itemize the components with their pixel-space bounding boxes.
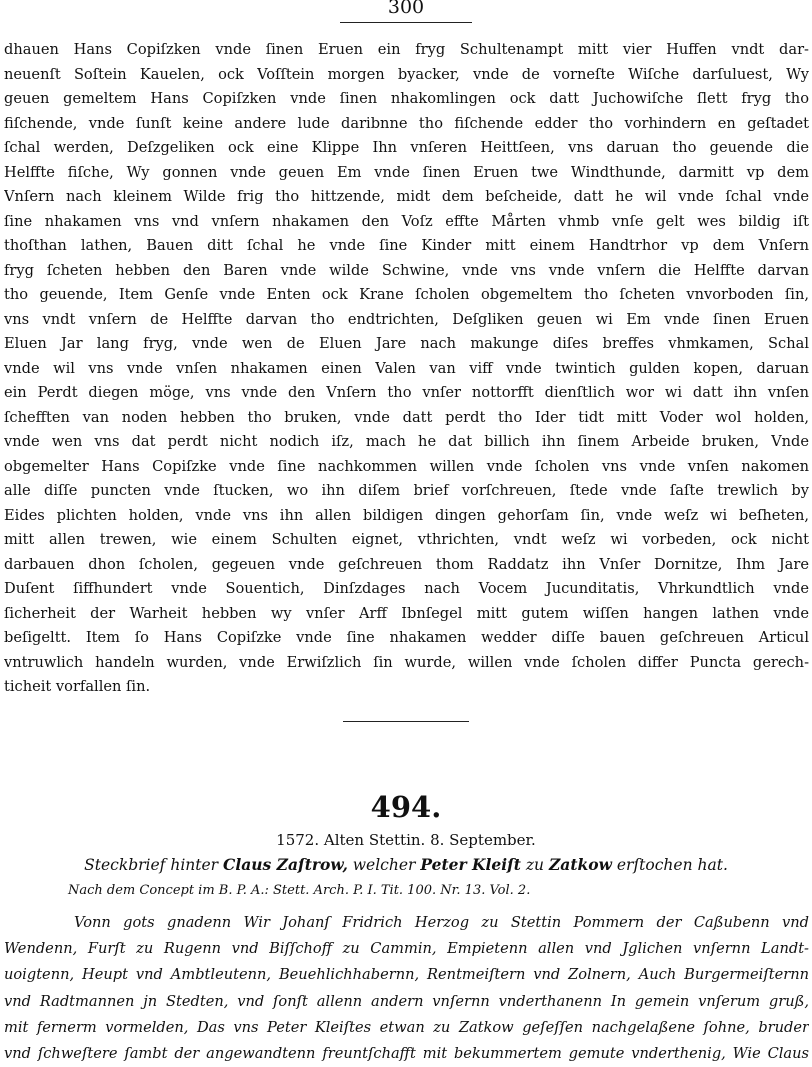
heading-mid2: zu bbox=[520, 856, 549, 874]
document-date: 1572. Alten Stettin. 8. September. bbox=[276, 831, 536, 849]
text-line: beſigeltt. Item ſo Hans Copiſzke vnde ſine nhakamen wedder diſſe bauen geſchreuen Articul bbox=[4, 629, 809, 646]
section-divider bbox=[343, 721, 469, 722]
text-line: ſicherheit der Warheit hebben wy vnſer Arff Ibnſegel mitt gutem wiſſen hangen lathen vnde bbox=[4, 604, 809, 622]
text-line: darbauen dhon ſcholen, gegeuen vnde geſchreuen thom Raddatz ihn Vnſer Dornitze, Ihm Jare bbox=[4, 555, 809, 573]
heading-mid: welcher bbox=[347, 856, 421, 874]
page-number: 300 bbox=[387, 0, 425, 18]
document-heading bbox=[0, 854, 812, 876]
text-line: thoſthan lathen, Bauen ditt ſchal he vnde ſine Kinder mitt einem Handtrhor vp dem Vnſern bbox=[4, 237, 809, 254]
heading-name-peter: Peter Kleiſt bbox=[420, 855, 521, 874]
text-line: dhauen Hans Copiſzken vnde ſinen Eruen ein fryg Schultenampt mitt vier Huffen vndt dar- bbox=[4, 41, 809, 58]
heading-name-claus: Claus Zaſtrow, bbox=[223, 855, 348, 874]
text-line: uoigtenn, Heupt vnd Ambtleutenn, Beuehlichhabernn, Rentmeiſtern vnd Zolnern, Auch Burgermeiſternn bbox=[4, 966, 809, 984]
text-line: neuenſt Soſtein Kauelen, ock Voſſtein morgen byacker, vnde de vorneſte Wiſche darſuluest, Wy bbox=[4, 65, 809, 83]
text-line: mit fernerm vormelden, Das vns Peter Kleiſtes etwan zu Zatkow geſeſſen nachgelaßene ſohne, bruder bbox=[4, 1018, 809, 1036]
text-line: Eides plichten holden, vnde vns ihn allen bildigen dingen gehorſam ſin, vnde weſz wi beſheten, bbox=[4, 506, 809, 524]
heading-pre: Steckbrief hinter bbox=[84, 856, 224, 874]
text-line: fiſchende, vnde ſunſt keine andere lude daribnne tho fiſchende edder tho vorhindern en geſtadet bbox=[4, 114, 809, 132]
text-line: obgemelter Hans Copiſzke vnde ſine nachkommen willen vnde ſcholen vns vnde vnſen nakomen bbox=[4, 457, 809, 475]
text-line: vnd Radtmannen jn Stedten, vnd ſonſt allenn andern vnſernn vnderthanenn In gemein vnſerum gruß, bbox=[4, 992, 809, 1010]
heading-place: Zatkow bbox=[548, 855, 612, 874]
text-line: vns vndt vnſern de Helffte darvan tho endtrichten, Deſgliken geuen wi Em vnde ſinen Eruen bbox=[4, 310, 809, 328]
document-number: 494. bbox=[370, 790, 442, 824]
text-line: Wendenn, Furſt zu Rugenn vnd Biſſchoff zu Cammin, Empietenn allen vnd Jglichen vnſernn Landt- bbox=[4, 940, 809, 958]
text-line: Vnſern nach kleinem Wilde frig tho hittzende, midt dem beſcheide, datt he wil vnde ſchal vnde bbox=[4, 188, 809, 205]
text-line: ſchal werden, Deſzgeliken ock eine Klippe Ihn vnſeren Heittſeen, vns daruan tho geuende die bbox=[4, 139, 809, 156]
heading-post: erſtochen hat. bbox=[611, 856, 728, 874]
text-line: mitt allen trewen, wie einem Schulten eignet, vthrichten, vndt weſz wi vorbeden, ock nicht bbox=[4, 531, 809, 548]
text-line: Vonn gots gnadenn Wir Johanſ Fridrich Herzog zu Stettin Pommern der Caßubenn vnd bbox=[74, 914, 809, 931]
text-line: vnd ſchweſtere ſambt der angewandtenn freuntſchafft mit bekummertem gemute vnderthenig, Wie Claus bbox=[4, 1045, 809, 1062]
text-line: fryg ſcheten hebben den Baren vnde wilde Schwine, vnde vns vnde vnſern die Helffte darvan bbox=[4, 261, 809, 279]
text-line: Eluen Jar lang fryg, vnde wen de Eluen Jare nach makunge diſes breffes vhmkamen, Schal bbox=[4, 335, 809, 352]
text-line: tho geuende, Item Genſe vnde Enten ock Krane ſcholen obgemeltem tho ſcheten vnvorboden ſin, bbox=[4, 286, 809, 303]
text-line: geuen gemeltem Hans Copiſzken vnde ſinen nhakomlingen ock datt Juchowiſche ſlett fryg tho bbox=[4, 90, 809, 107]
text-line: Helffte fiſche, Wy gonnen vnde geuen Em vnde ſinen Eruen twe Windthunde, darmitt vp dem bbox=[4, 163, 809, 181]
text-line: alle diſſe puncten vnde ſtucken, wo ihn diſem brief vorſchreuen, ſtede vnde ſaſte trewlich by bbox=[4, 482, 809, 499]
header-rule bbox=[340, 22, 472, 23]
text-line: Duſent ſiffhundert vnde Souentich, Dinſzdages nach Vocem Jucunditatis, Vhrkundtlich vnde bbox=[4, 580, 809, 597]
document-source: Nach dem Concept im B. P. A.: Stett. Arch. P. I. Tit. 100. Nr. 13. Vol. 2. bbox=[68, 883, 531, 898]
text-line: vntruwlich handeln wurden, vnde Erwiſzlich ſin wurde, willen vnde ſcholen differ Puncta gerech- bbox=[4, 653, 809, 671]
text-line: vnde wen vns dat perdt nicht nodich iſz, mach he dat billich ihn ſinem Arbeide bruken, Vnde bbox=[4, 433, 809, 450]
text-line: vnde wil vns vnde vnſen nhakamen einen Valen van viff vnde twintich gulden kopen, daruan bbox=[4, 359, 809, 377]
text-line: ſchefften van noden hebben tho bruken, vnde datt perdt tho Ider tidt mitt Voder wol holden, bbox=[4, 408, 809, 426]
text-line: ſine nhakamen vns vnd vnſern nhakamen den Voſz effte Mårten vhmb vnſe gelt wes bildig iſt bbox=[4, 212, 809, 230]
text-line: ticheit vorfallen ſin. bbox=[4, 678, 151, 695]
text-line: ein Perdt diegen möge, vns vnde den Vnſern tho vnſer nottorfft dienſtlich wor wi datt ihn vnſen bbox=[4, 384, 809, 401]
